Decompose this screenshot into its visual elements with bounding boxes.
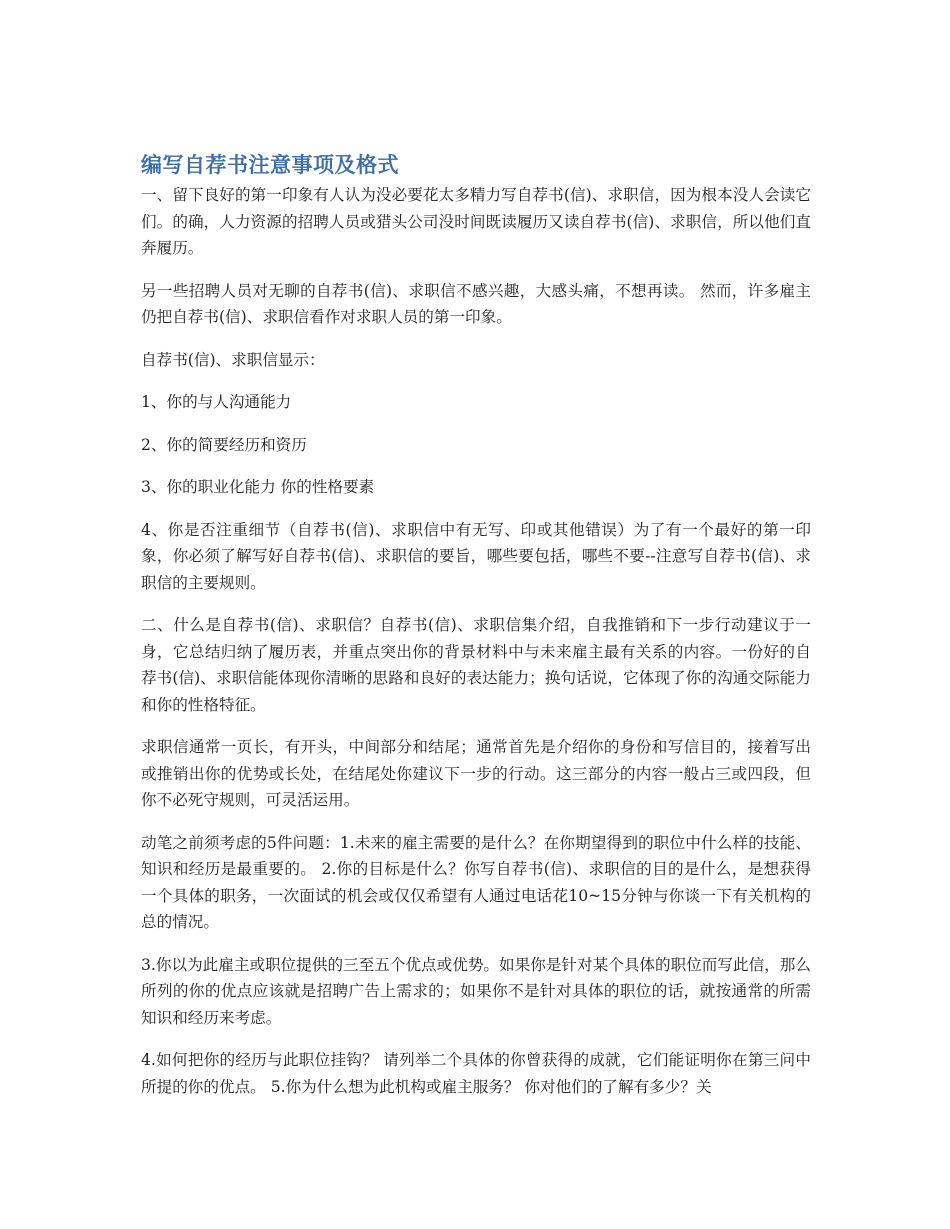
paragraph-recruiters: 另一些招聘人员对无聊的自荐书(信)、求职信不感兴趣，大感头痛，不想再读。 然而，许多雇主仍把自荐书(信)、求职信看作对求职人员的第一印象。 — [141, 281, 811, 326]
document-page — [141, 150, 811, 1116]
list-item-professionalism: 3、你的职业化能力 你的性格要素 — [141, 478, 375, 496]
paragraph-what-is-letter: 二、什么是自荐书(信)、求职信？自荐书(信)、求职信集介绍，自我推销和下一步行动建议于一身，它总结归纳了履历表，并重点突出你的背景材料中与未来雇主最有关系的内容。一份好的自荐书(信)、求职信能体现你清晰的思路和良好的表达能力；换句话说，它体现了你的沟通交际能力和你的性格特征。 — [141, 616, 811, 714]
paragraph-five-questions: 动笔之前须考虑的5件问题：1.未来的雇主需要的是什么？在你期望得到的职位中什么样的技能、知识和经历是最重要的。 2.你的目标是什么？你写自荐书(信)、求职信的目的是什么，是想获得一个具体的职务，一次面试的机会或仅仅希望有人通过电话花10~15分钟与你谈一下有关机构的总的情况。 — [141, 833, 811, 931]
list-item-communication: 1、你的与人沟通能力 — [141, 393, 292, 411]
document-title: 编写自荐书注意事项及格式 — [141, 153, 399, 177]
list-item-experience: 2、你的简要经历和资历 — [141, 435, 307, 454]
paragraph-strengths: 3.你以为此雇主或职位提供的三至五个优点或优势。如果你是针对某个具体的职位而写此信，那么所列的你的优点应该就是招聘广告上需求的；如果你不是针对具体的职位的话，就按通常的所需知识和经历来考虑。 — [141, 955, 811, 1027]
paragraph-link-experience: 4.如何把你的经历与此职位挂钩？ 请列举二个具体的你曾获得的成就，它们能证明你在第三问中所提的你的优点。 5.你为什么想为此机构或雇主服务？ 你对他们的了解有多少？关 — [141, 1051, 811, 1096]
paragraph-letter-shows: 自荐书(信)、求职信显示： — [141, 350, 325, 369]
list-item-detail: 4、你是否注重细节（自荐书(信)、求职信中有无写、印或其他错误）为了有一个最好的第一印象，你必须了解写好自荐书(信)、求职信的要旨，哪些要包括，哪些不要--注意写自荐书(信)、求职信的主要规则。 — [141, 520, 811, 592]
paragraph-letter-structure: 求职信通常一页长，有开头，中间部分和结尾；通常首先是介绍你的身份和写信目的，接着写出或推销出你的优势或长处，在结尾处你建议下一步的行动。这三部分的内容一般占三或四段，但你不必死守规则，可灵活运用。 — [141, 738, 811, 809]
paragraph-first-impression: 一、留下良好的第一印象有人认为没必要花太多精力写自荐书(信)、求职信，因为根本没人会读它们。的确，人力资源的招聘人员或猎头公司没时间既读履历又读自荐书(信)、求职信，所以他们直奔履历。 — [141, 186, 811, 257]
